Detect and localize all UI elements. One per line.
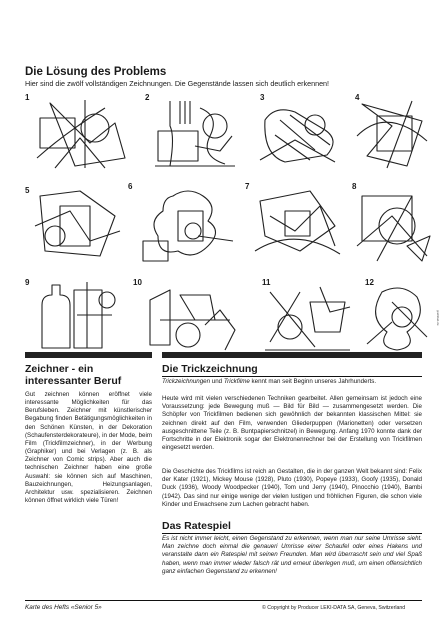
puzzle-number-11: 11 [262, 278, 271, 287]
intro-term-2: Trickfilme [223, 378, 250, 385]
puzzle-drawing-10 [140, 280, 240, 354]
puzzle-number-2: 2 [145, 93, 150, 102]
intro-connector: und [210, 378, 224, 385]
puzzle-number-10: 10 [133, 278, 142, 287]
article-intro [162, 378, 422, 386]
ratespiel-text: Es ist nicht immer leicht, einen Gegenstand zu erkennen, wenn man nur seine Umrisse sieht. Man zeichne doch einmal die genaueri Umrisse einer Schaufel oder eines Hakens und veranstalte dann ein Ratespiel mit seinen Freunden. Man wird überrascht sein und viel Spaß haben, wenn man immer wieder falsch rät und erneut überlegen muß, um einen offensichtlich ganz einfachen Gegenstand zu erkennen! [162, 535, 422, 575]
puzzle-number-3: 3 [260, 93, 265, 102]
copyright-text: Copyright by Producer LEKI-DATA SA, Geneva, Switzerland [267, 605, 406, 611]
sidebar-title-line1: Zeichner - ein [25, 363, 94, 375]
puzzle-number-8: 8 [352, 182, 357, 191]
puzzle-drawing-2 [150, 96, 240, 170]
right-divider-bar [162, 352, 422, 358]
footer-left: Karte des Hefts «Senior 5» [25, 604, 102, 611]
puzzle-number-7: 7 [245, 182, 250, 191]
puzzle-number-9: 9 [25, 278, 30, 287]
article-paragraph-1: Heute wird mit vielen verschiedenen Techniken gearbeitet. Allen gemeinsam ist jedoch eine Voraussetzung: jede Bewegung muß — Bild für Bild — zusammengesetzt werden. Die Schöpfer von Trickfilmen bedienen sich gewöhnlich der bekannten klassischen Mittel: sie zeichnen direkt auf den Film, verwenden Gliederpuppen (Marionetten) oder versetzen ausgeschnittene Teile (z. B. Buntpapierschnitzel) in Bewegung. Anfang 1970 konnte dank der Fortschritte in der Elektronik sogar der Elektronenrechner bei der Erstellung von Trickfilmen eingesetzt werden. [162, 395, 422, 452]
puzzle-drawing-11 [260, 282, 355, 354]
puzzle-drawing-4 [352, 96, 432, 171]
puzzle-drawing-9 [32, 280, 120, 352]
copyright-symbol: © [262, 605, 266, 611]
ratespiel-title: Das Ratespiel [162, 520, 231, 532]
sidebar-text: Gut zeichnen können eröffnet viele interessante Möglichkeiten für das Berufsleben. Zeichner mit künstlerischer Begabung finden Betätigungsmöglichkeiten in den Schönen Künsten, in der Dekoration (Schaufensterdekorateure), in der Mode, beim Film (Trickfilmzeichner), in der Werbung (Graphiker) und bei Verlagen (z. B. als Zeichner von Comic strips). Aber auch die technischen Zeichner haben eine große Auswahl: sie können sich auf Maschinen, Bauzeichnungen, Heizungsanlagen, Architektur usw. spezialisieren. Zeichnen können öffnet wirklich viele Türen! [25, 391, 152, 505]
footer-right [262, 605, 405, 611]
section-subtitle: Hier sind die zwölf vollständigen Zeichnungen. Die Gegenstände lassen sich deutlich erkennen! [25, 79, 330, 88]
intro-rest: kennt man seit Beginn unseres Jahrhunderts. [249, 378, 377, 385]
puzzle-number-12: 12 [365, 278, 374, 287]
puzzle-number-1: 1 [25, 93, 30, 102]
article-paragraph-2: Die Geschichte des Trickfilms ist reich an Gestalten, die in der ganzen Welt bekannt sind: Felix der Kater (1921), Mickey Mouse (1928), Pluto (1930), Popeye (1933), Goofy (1935), Donald Duck (1936), Woody Woodpecker (1940), Tom und Jerry (1940), Pinocchio (1940), Bambi (1942). Das sind nur einige wenige der vielen lustigen und fröhlichen Figuren, die schon viele Kinder und Erwachsene zum Lachen gebracht haben. [162, 468, 422, 508]
puzzle-number-5: 5 [25, 186, 30, 195]
intro-term-1: Trickzeichnungen [162, 378, 211, 385]
left-divider-bar [25, 352, 152, 358]
puzzle-drawing-5 [30, 186, 125, 264]
puzzle-number-4: 4 [355, 93, 360, 102]
article-title: Die Trickzeichnung [162, 363, 258, 375]
puzzle-drawing-8 [352, 186, 432, 264]
sidebar-title-line2: interessanter Beruf [25, 375, 122, 387]
puzzle-drawing-1 [35, 98, 130, 170]
puzzle-number-6: 6 [128, 182, 133, 191]
article-title-rule [162, 376, 422, 377]
puzzle-drawing-7 [250, 186, 345, 258]
ratespiel-title-rule [162, 533, 422, 534]
puzzle-drawing-12 [362, 282, 434, 354]
puzzle-drawing-3 [255, 100, 347, 170]
edge-credit: grafiklab.de [436, 310, 440, 326]
section-title: Die Lösung des Problems [25, 66, 167, 78]
puzzle-drawing-6 [138, 186, 238, 266]
footer-rule [25, 600, 422, 601]
